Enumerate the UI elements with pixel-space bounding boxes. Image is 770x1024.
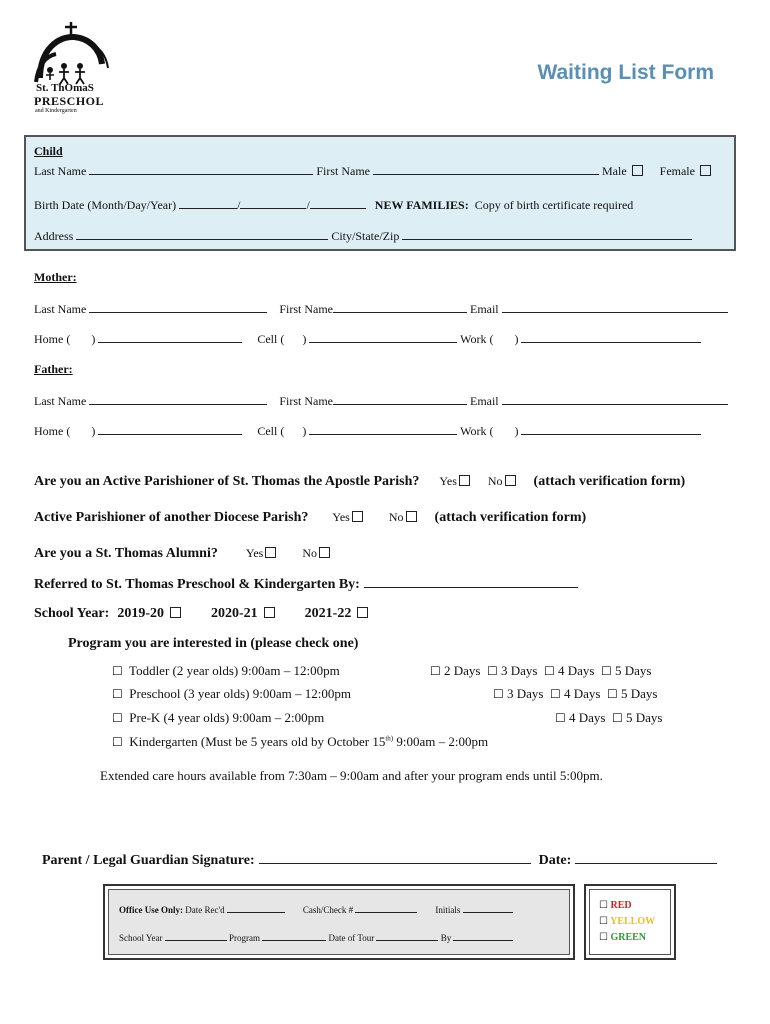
toddler-2days-label: 2 Days: [444, 663, 481, 678]
q3-text: Are you a St. Thomas Alumni?: [34, 546, 218, 561]
toddler-days: [430, 663, 651, 679]
school-year-label: School Year:: [34, 606, 110, 621]
new-families-note: Copy of birth certificate required: [474, 198, 634, 212]
yellow-option: [599, 916, 655, 927]
office-school-year-field[interactable]: [165, 932, 227, 941]
new-families-label: NEW FAMILIES:: [374, 198, 469, 212]
father-home-paren: ): [91, 424, 96, 438]
preschool-5days-label: 5 Days: [620, 686, 658, 701]
program-preschool: [112, 686, 351, 702]
program-kindergarten: [112, 734, 488, 750]
preschool-days: [493, 686, 657, 702]
signature-field[interactable]: [259, 852, 531, 864]
q1-yes-label: Yes: [439, 474, 457, 488]
preschool-label: Preschool (3 year olds) 9:00am – 12:00pm: [129, 686, 351, 701]
cash-check-label: Cash/Check #: [302, 905, 354, 915]
preschool-3days-label: 3 Days: [507, 686, 544, 701]
prek-days: [555, 710, 662, 726]
female-label: Female: [659, 164, 695, 178]
school-year-row: [34, 604, 370, 622]
office-program-field[interactable]: [262, 932, 326, 941]
father-first-name-field[interactable]: [333, 393, 467, 405]
address-field[interactable]: [76, 228, 328, 240]
program-heading: Program you are interested in (please check one): [68, 636, 359, 651]
office-use-inner: [108, 889, 570, 955]
father-last-name-field[interactable]: [89, 393, 267, 405]
male-checkbox[interactable]: [632, 165, 643, 176]
kindergarten-sup: th): [385, 734, 394, 743]
mother-heading: Mother:: [34, 270, 77, 284]
child-heading: Child: [34, 144, 63, 158]
toddler-label: Toddler (2 year olds) 9:00am – 12:00pm: [129, 663, 340, 678]
toddler-3days-label: 3 Days: [501, 663, 538, 678]
red-option: [599, 900, 632, 911]
preschool-4days-label: 4 Days: [564, 686, 601, 701]
yellow-checkbox[interactable]: ☐: [599, 916, 608, 927]
father-work-paren: ): [514, 424, 519, 438]
green-checkbox[interactable]: ☐: [599, 932, 608, 943]
birth-year-field[interactable]: [310, 197, 366, 209]
q2-yes-label: Yes: [332, 510, 350, 524]
mother-home-paren: ): [91, 332, 96, 346]
q2-attach-note: (attach verification form): [434, 510, 587, 525]
child-section: [24, 135, 736, 251]
male-label: Male: [601, 164, 627, 178]
mother-work-field[interactable]: [521, 331, 701, 343]
child-first-name-label: First Name: [316, 164, 370, 178]
father-work-field[interactable]: [521, 423, 701, 435]
green-option: [599, 932, 646, 943]
q3-yes-label: Yes: [245, 546, 264, 560]
mother-work-paren: ): [514, 332, 519, 346]
color-status-inner: [589, 889, 671, 955]
child-last-name-field[interactable]: [89, 163, 313, 175]
q2-no-label: No: [388, 510, 404, 524]
toddler-5days-checkbox[interactable]: ☐: [600, 664, 612, 678]
father-first-name-label: First Name: [279, 394, 333, 408]
q1-no-label: No: [487, 474, 503, 488]
page-title: Waiting List Form: [537, 61, 714, 84]
initials-label: Initials: [435, 905, 461, 915]
father-name-row: [34, 393, 728, 409]
mother-cell-label: Cell (: [257, 332, 285, 346]
question-other-parish: [34, 508, 586, 526]
child-first-name-field[interactable]: [373, 163, 599, 175]
birth-date-row: Birth Date (Month/Day/Year) / / NEW FAMILIES: Copy of birth certificate required: [34, 198, 634, 212]
father-cell-paren: ): [302, 424, 307, 438]
mother-work-label: Work (: [460, 332, 494, 346]
father-cell-field[interactable]: [309, 423, 457, 435]
program-toddler: [112, 663, 340, 679]
birth-month-field[interactable]: [179, 197, 237, 209]
mother-cell-paren: ): [302, 332, 307, 346]
logo-line-3: and Kindergarten: [35, 108, 77, 114]
toddler-4days-label: 4 Days: [557, 663, 595, 678]
toddler-3days-checkbox[interactable]: ☐: [486, 664, 498, 678]
program-prek: [112, 710, 324, 726]
prek-4days-checkbox[interactable]: ☐: [555, 711, 566, 725]
city-state-zip-field[interactable]: [402, 228, 692, 240]
preschool-4days-checkbox[interactable]: ☐: [549, 687, 561, 701]
date-recd-field[interactable]: [227, 904, 285, 913]
extended-care-note: Extended care hours available from 7:30am – 9:00am and after your program ends until 5:00pm.: [100, 768, 603, 783]
q3-yes-checkbox[interactable]: [265, 547, 276, 558]
question-st-thomas-parish: [34, 472, 685, 490]
address-label: Address: [34, 229, 74, 243]
child-name-row: [34, 163, 713, 179]
q1-no-checkbox[interactable]: [505, 475, 516, 486]
mother-email-label: Email: [469, 302, 499, 316]
preschool-5days-checkbox[interactable]: ☐: [606, 687, 618, 701]
city-state-zip-label: City/State/Zip: [331, 229, 400, 243]
toddler-checkbox[interactable]: ☐: [112, 664, 123, 678]
office-use-label: Office Use Only:: [119, 905, 183, 915]
date-of-tour-field[interactable]: [376, 932, 438, 941]
q2-text: Active Parishioner of another Diocese Parish?: [34, 510, 309, 525]
toddler-4days-checkbox[interactable]: ☐: [543, 664, 555, 678]
referred-label: Referred to St. Thomas Preschool & Kindergarten By:: [34, 577, 360, 592]
mother-first-name-label: First Name: [279, 302, 333, 316]
q1-text: Are you an Active Parishioner of St. Thomas the Apostle Parish?: [34, 474, 420, 489]
mother-home-field[interactable]: [98, 331, 242, 343]
father-last-name-label: Last Name: [34, 394, 87, 408]
q3-no-checkbox[interactable]: [319, 547, 330, 558]
office-row-1: [119, 904, 513, 915]
toddler-5days-label: 5 Days: [614, 663, 652, 678]
office-use-box: [103, 884, 575, 960]
prek-4days-label: 4 Days: [569, 710, 606, 725]
father-work-label: Work (: [460, 424, 494, 438]
mother-email-field[interactable]: [502, 301, 728, 313]
date-of-tour-label: Date of Tour: [328, 933, 375, 943]
logo-line-1: St. ThOmaS: [36, 82, 94, 94]
father-email-field[interactable]: [502, 393, 728, 405]
prek-5days-label: 5 Days: [626, 710, 663, 725]
date-recd-label: Date Rec'd: [185, 905, 225, 915]
mother-last-name-label: Last Name: [34, 302, 87, 316]
question-alumni: [34, 544, 332, 562]
initials-field[interactable]: [463, 904, 513, 913]
year-2020-label: 2020-21: [210, 606, 258, 621]
preschool-3days-checkbox[interactable]: ☐: [493, 687, 504, 701]
year-2021-checkbox[interactable]: [357, 607, 368, 618]
year-2019-label: 2019-20: [117, 606, 164, 621]
prek-checkbox[interactable]: ☐: [112, 711, 123, 725]
father-cell-label: Cell (: [257, 424, 285, 438]
by-label: By: [440, 933, 452, 943]
child-last-name-label: Last Name: [34, 164, 87, 178]
kindergarten-label: Kindergarten (Must be 5 years old by October 15: [129, 734, 386, 749]
office-school-year-label: School Year: [119, 933, 163, 943]
q1-yes-checkbox[interactable]: [459, 475, 470, 486]
date-label: Date:: [538, 853, 572, 868]
mother-name-row: [34, 301, 728, 317]
yellow-label: YELLOW: [610, 916, 656, 927]
father-home-field[interactable]: [98, 423, 242, 435]
referred-field[interactable]: [364, 576, 578, 588]
cash-check-field[interactable]: [355, 904, 417, 913]
color-status-box: [584, 884, 676, 960]
q3-no-label: No: [302, 546, 317, 560]
father-heading: Father:: [34, 362, 73, 376]
mother-last-name-field[interactable]: [89, 301, 267, 313]
office-program-label: Program: [229, 933, 261, 943]
mother-first-name-field[interactable]: [333, 301, 467, 313]
red-label: RED: [610, 900, 632, 911]
office-row-2: [119, 932, 513, 943]
red-checkbox[interactable]: ☐: [599, 900, 608, 911]
mother-cell-field[interactable]: [309, 331, 457, 343]
date-field[interactable]: [575, 852, 717, 864]
female-checkbox[interactable]: [700, 165, 711, 176]
school-logo: [28, 20, 118, 122]
q1-attach-note: (attach verification form): [533, 474, 686, 489]
father-home-label: Home (: [34, 424, 71, 438]
q2-no-checkbox[interactable]: [406, 511, 417, 522]
toddler-2days-checkbox[interactable]: ☐: [430, 664, 441, 678]
green-label: GREEN: [610, 932, 647, 943]
prek-label: Pre-K (4 year olds) 9:00am – 2:00pm: [129, 710, 325, 725]
father-email-label: Email: [469, 394, 499, 408]
logo-line-2: PRESCHOL: [34, 94, 105, 108]
year-2020-checkbox[interactable]: [264, 607, 275, 618]
year-2021-label: 2021-22: [304, 606, 352, 621]
kindergarten-checkbox[interactable]: ☐: [112, 735, 123, 749]
prek-5days-checkbox[interactable]: ☐: [611, 711, 623, 725]
kindergarten-hours: 9:00am – 2:00pm: [396, 734, 489, 749]
mother-home-label: Home (: [34, 332, 71, 346]
year-2019-checkbox[interactable]: [170, 607, 181, 618]
by-field[interactable]: [453, 932, 513, 941]
mother-phone-row: [34, 331, 701, 347]
birth-day-field[interactable]: [240, 197, 306, 209]
father-phone-row: [34, 423, 701, 439]
birth-date-label: Birth Date (Month/Day/Year): [34, 198, 177, 212]
q2-yes-checkbox[interactable]: [352, 511, 363, 522]
preschool-checkbox[interactable]: ☐: [112, 687, 123, 701]
signature-label: Parent / Legal Guardian Signature:: [42, 853, 255, 868]
referred-row: [34, 575, 578, 593]
signature-row: [42, 851, 717, 869]
address-row: [34, 228, 692, 244]
